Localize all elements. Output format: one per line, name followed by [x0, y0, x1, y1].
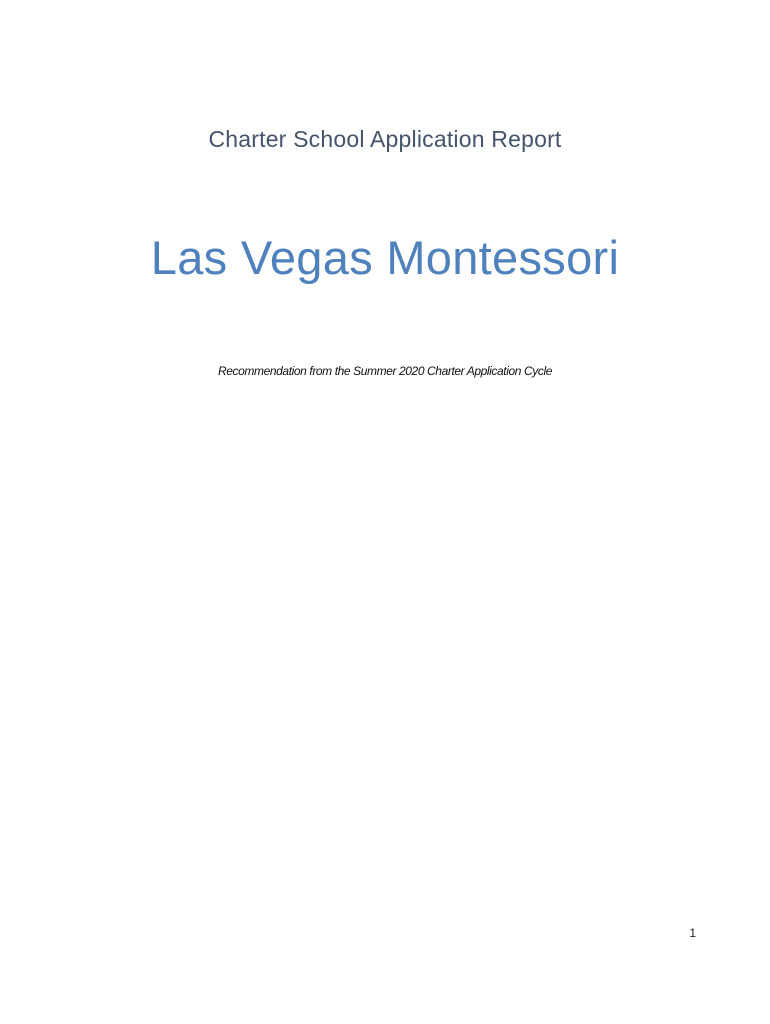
report-label: Charter School Application Report [208, 126, 562, 152]
page-number: 1 [689, 926, 696, 940]
recommendation-subtitle: Recommendation from the Summer 2020 Charter Application Cycle [218, 364, 552, 378]
school-name-title: Las Vegas Montessori [150, 231, 620, 284]
